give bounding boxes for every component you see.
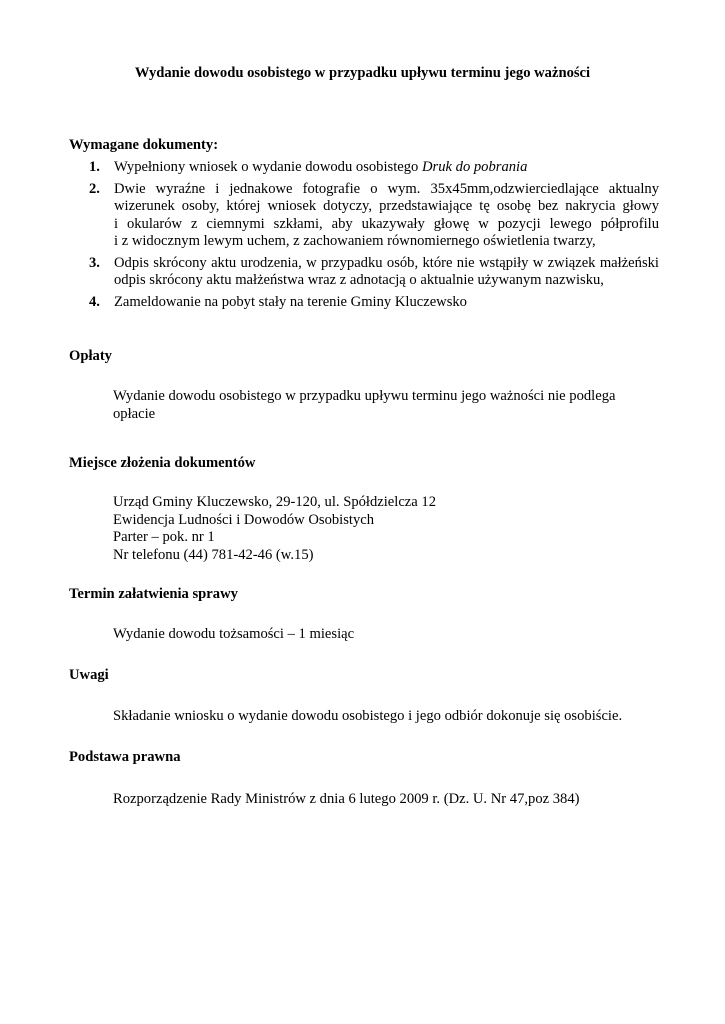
required-documents-list [69,159,659,315]
list-item-line: Odpis skrócony aktu urodzenia, w przypadku osób, które nie wstąpiły w związek małżeński [114,254,659,271]
processing-time-line: Wydanie dowodu tożsamości – 1 miesiąc [113,626,355,642]
submission-place-heading: Miejsce złożenia dokumentów [69,455,256,471]
list-item-line: odpis skrócony aktu małżeństwa wraz z adnotacją o aktualnie używanym nazwisku, [114,272,604,288]
remarks-heading: Uwagi [69,667,109,683]
list-item [69,255,659,290]
list-item-number: 4. [89,293,100,310]
list-item-line: i okularów z ciemnymi szkłami, aby ukazywały głowę w pozycji lewego półprofilu [114,215,659,232]
office-address: Urząd Gminy Kluczewsko, 29-120, ul. Spółdzielcza 12 [113,494,437,510]
fees-text [113,388,623,423]
office-phone: Nr telefonu (44) 781-42-46 (w.15) [113,546,314,563]
list-item-line: Dwie wyraźne i jednakowe fotografie o wym. 35x45mm,odzwierciedlające aktualny [114,180,659,197]
submission-place-text [113,494,623,564]
office-department: Ewidencja Ludności i Dowodów Osobistych [113,511,375,528]
processing-time-text [113,626,623,644]
remarks-line: Składanie wniosku o wydanie dowodu osobistego i jego odbiór dokonuje się osobiście. [113,708,623,724]
office-room: Parter – pok. nr 1 [113,529,215,545]
processing-time-heading: Termin załatwienia sprawy [69,586,238,602]
legal-basis-heading: Podstawa prawna [69,749,181,765]
list-item-number: 2. [89,180,100,197]
remarks-text [113,708,673,726]
list-item [69,294,659,312]
list-item-line: Zameldowanie na pobyt stały na terenie Gminy Kluczewsko [114,293,467,310]
fees-line: Wydanie dowodu osobistego w przypadku upływu terminu jego ważności nie podlega [113,388,616,404]
list-item-line [114,159,659,177]
fees-heading: Opłaty [69,348,112,364]
list-item-number: 1. [89,159,100,175]
document-title: Wydanie dowodu osobistego w przypadku upływu terminu jego ważności [134,65,591,81]
fees-line: opłacie [113,405,156,422]
list-item-number: 3. [89,254,100,271]
list-item-line: i z widocznym lewym uchem, z zachowaniem równomiernego oświetlenia twarzy, [114,233,596,249]
legal-basis-text [113,791,673,809]
download-form-link[interactable]: Druk do pobrania [422,159,528,175]
required-documents-heading: Wymagane dokumenty: [69,137,219,153]
list-item [69,159,659,177]
list-item [69,181,659,251]
list-item-line: wizerunek osoby, której wniosek dotyczy, przedstawiające tę osobę bez nakrycia głowy [114,198,659,214]
list-item-text: Wypełniony wniosek o wydanie dowodu osobistego [114,159,422,175]
legal-basis-line: Rozporządzenie Rady Ministrów z dnia 6 lutego 2009 r. (Dz. U. Nr 47,poz 384) [113,791,580,807]
